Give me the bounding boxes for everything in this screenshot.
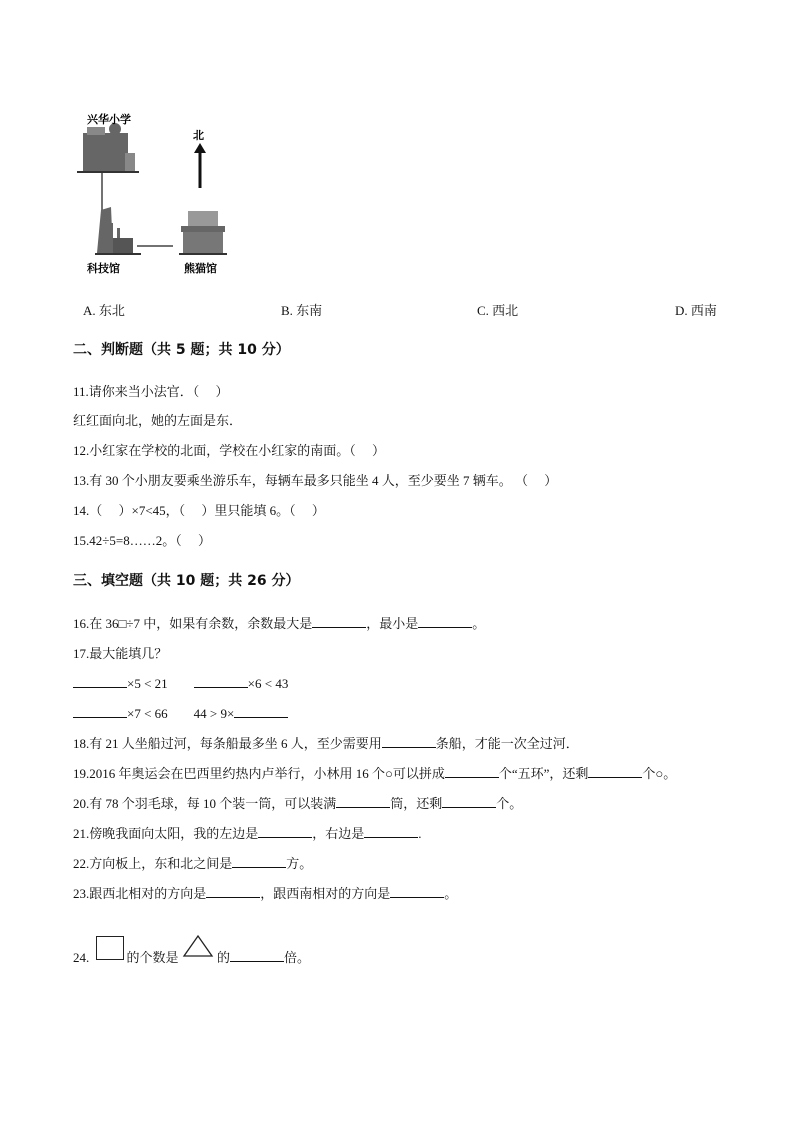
question-line [73,934,310,967]
question-text: ，跟西南相对的方向是 [260,886,391,901]
question-text: 方。 [286,856,313,871]
question-text: 的个数是 [126,950,182,965]
answer-blank[interactable] [234,705,288,718]
question-text: 21.傍晚我面向太阳，我的左边是 [73,826,259,841]
option-a: A. 东北 [83,303,125,318]
question-line [73,502,325,520]
option-c: C. 西北 [477,303,519,318]
answer-blank[interactable] [232,855,286,868]
question-line [73,472,557,490]
answer-blank[interactable] [230,949,284,962]
answer-blank[interactable] [442,795,496,808]
question-text: 16.在 36□÷7 中，如果有余数，余数最大是 [73,616,313,631]
section-heading-judgement: 二、判断题（共 5 题；共 10 分） [73,342,290,358]
question-text: 23.跟西北相对的方向是 [73,886,207,901]
question-text: 14.（ ）×7<45，（ ）里只能填 6。（ ） [73,503,325,518]
question-line [73,735,579,753]
question-text: 18.有 21 人坐船过河，每条船最多坐 6 人，至少需要用 [73,736,382,751]
school-label: 兴华小学 [87,113,131,126]
question-line [73,825,422,843]
question-line [73,885,457,903]
question-text: . [418,826,422,841]
map-diagram [73,103,237,283]
school-building-icon [77,123,139,173]
question-text: ×5 < 21 [127,676,168,691]
question-line [73,383,229,401]
question-line [73,645,167,663]
question-text: ，右边是 [312,826,365,841]
answer-blank[interactable] [588,765,642,778]
question-text: 的 [213,950,231,965]
question-text: 17.最大能填几？ [73,646,168,661]
question-line [73,765,676,783]
question-text: 13.有 30 个小朋友要乘坐游乐车，每辆车最多只能坐 4 人，至少要坐 7 辆车。 （ ） [73,473,558,488]
question-text: 个。 [496,796,523,811]
question-text: 。 [444,886,458,901]
question-text: 个○。 [642,766,677,781]
question-text: 44 > 9× [193,706,235,721]
option-d: D. 西南 [675,303,717,318]
answer-blank[interactable] [206,885,260,898]
panda-house-label: 熊猫馆 [184,262,217,275]
question-text: ×7 < 66 [127,706,168,721]
answer-blank[interactable] [336,795,390,808]
answer-blank[interactable] [312,615,366,628]
question-line [73,442,385,460]
north-label: 北 [193,129,204,142]
answer-blank[interactable] [382,735,436,748]
answer-blank[interactable] [73,705,127,718]
question-text: 22.方向板上，东和北之间是 [73,856,233,871]
question-text: 24. [73,950,93,965]
section-heading-fill-in: 三、填空题（共 10 题；共 26 分） [73,573,300,589]
science-museum-label: 科技馆 [87,262,120,275]
question-text: 15.42÷5=8……2。（ ） [73,533,211,548]
question-text: 19.2016 年奥运会在巴西里约热内卢举行，小林用 16 个○可以拼成 [73,766,445,781]
question-line [73,615,485,633]
question-text: 条船，才能一次全过河． [435,736,579,751]
north-arrow-icon [194,143,206,188]
question-text: 。 [472,616,486,631]
question-text: 11.请你来当小法官．（ ） [73,384,229,399]
question-text: 12.小红家在学校的北面，学校在小红家的南面。（ ） [73,443,386,458]
question-text: 红红面向北，她的左面是东． [73,413,243,428]
question-line [73,795,522,813]
square-icon [96,936,124,960]
answer-blank[interactable] [390,885,444,898]
question-text: 倍。 [284,950,311,965]
question-line [73,675,288,693]
question-text: 筒，还剩 [390,796,443,811]
map-figure [73,103,237,283]
question-line [73,412,242,430]
question-line [73,855,312,873]
answer-blank[interactable] [445,765,499,778]
question-text: 20.有 78 个羽毛球，每 10 个装一筒，可以装满 [73,796,337,811]
option-b: B. 东南 [281,303,323,318]
answer-blank[interactable] [194,675,248,688]
answer-blank[interactable] [73,675,127,688]
panda-house-icon [179,211,227,255]
question-line [73,705,288,723]
answer-blank[interactable] [364,825,418,838]
question-text: 个“五环”，还剩 [498,766,589,781]
question-line [73,532,211,550]
answer-blank[interactable] [258,825,312,838]
science-museum-icon [95,207,141,255]
question-text: ，最小是 [366,616,419,631]
triangle-icon [182,950,214,965]
question-text: ×6 < 43 [247,676,289,691]
answer-blank[interactable] [418,615,472,628]
